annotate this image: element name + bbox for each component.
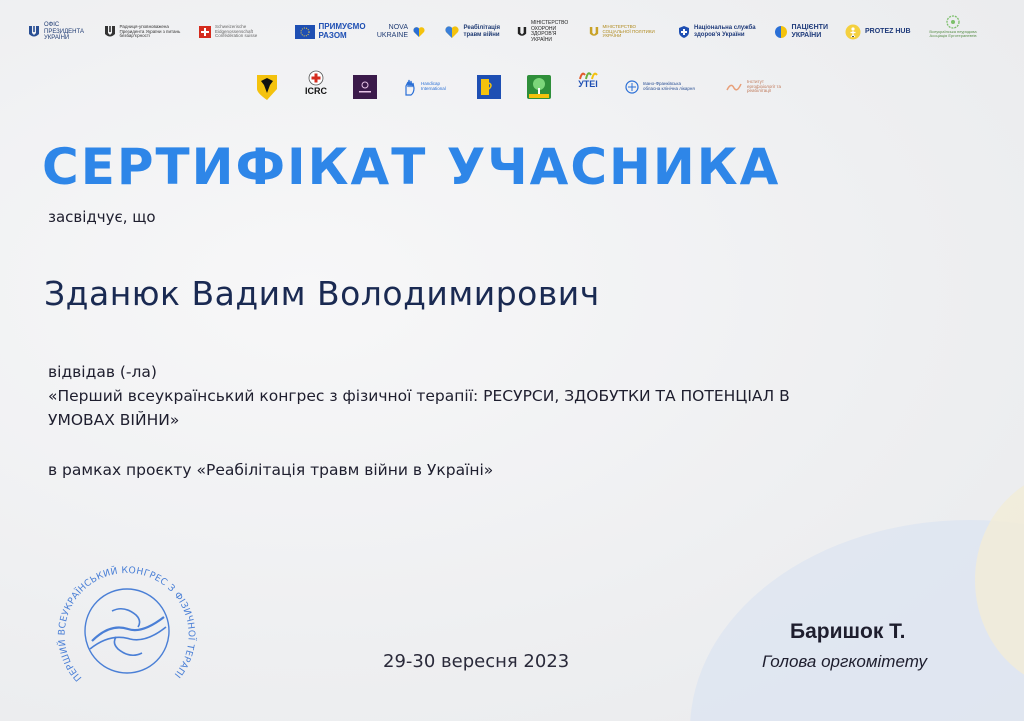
event-date: 29-30 вересня 2023 xyxy=(383,651,570,672)
shield-icon xyxy=(678,25,690,39)
partner-logo: Національна служба здоров'я України xyxy=(678,15,756,49)
partner-logo: ОФІС ПРЕЗИДЕНТА УКРАЇНИ xyxy=(28,15,86,49)
project-line: в рамках проєкту «Реабілітація травм війни в Україні» xyxy=(48,461,494,479)
heart-icon xyxy=(444,25,460,39)
recipient-name: Зданюк Вадим Володимирович xyxy=(44,274,600,313)
red-cross-icon xyxy=(308,70,324,86)
partner-logo: МІНІСТЕРСТВО СОЦІАЛЬНОЇ ПОЛІТИКИ УКРАЇНИ xyxy=(589,15,661,49)
swirl-logo-icon xyxy=(725,80,743,94)
svg-text:ПЕРШИЙ ВСЕУКРАЇНСЬКИЙ КОНГРЕС xyxy=(52,553,197,683)
square-logo-icon xyxy=(353,75,377,99)
partner-logo: УТЕІ xyxy=(577,70,599,104)
circle-icon xyxy=(774,25,788,39)
partner-logo xyxy=(527,70,551,104)
eu-flag-icon xyxy=(295,25,315,39)
partner-logo: Handicap International xyxy=(403,70,451,104)
partner-logo: NOVA UKRAINE xyxy=(374,15,426,49)
partner-logo: Schweizerische Eidgenossenschaft Confédération suisse xyxy=(199,15,277,49)
heart-icon xyxy=(412,25,426,39)
event-name: «Перший всеукраїнський конгрес з фізичної терапії: РЕСУРСИ, ЗДОБУТКИ ТА ПОТЕНЦІАЛ В УМОВАХ ВІЙНИ» xyxy=(48,387,790,429)
partner-logo: ICRC xyxy=(305,70,327,104)
partner-logo xyxy=(353,70,377,104)
signer-role: Голова оргкомітету xyxy=(762,652,928,671)
certificate-title: СЕРТИФІКАТ УЧАСНИКА xyxy=(42,138,781,196)
leaf-icon xyxy=(945,15,961,29)
face-logo-icon xyxy=(477,75,501,99)
partner-logo: МІНІСТЕРСТВО ОХОРОНИ ЗДОРОВ'Я УКРАЇНИ xyxy=(517,15,571,49)
partner-logo xyxy=(255,70,279,104)
partner-logo: Реабілітація травм війни xyxy=(444,15,500,49)
certificate-subtitle: засвідчує, що xyxy=(48,208,156,226)
circle-logo-icon xyxy=(625,80,639,94)
person-icon xyxy=(845,24,861,40)
eagle-crest-icon xyxy=(255,73,279,101)
emblem-ring-text: ПЕРШИЙ ВСЕУКРАЇНСЬКИЙ КОНГРЕС З ФІЗИЧНОЇ ТЕРАПІ xyxy=(56,564,197,684)
trident-icon xyxy=(517,24,527,40)
partner-logo: Інститут ергофізіології та реабілітації xyxy=(725,70,787,104)
trident-icon xyxy=(589,24,599,40)
partner-logo: ПАЦІЄНТИ УКРАЇНИ xyxy=(774,15,828,49)
congress-emblem xyxy=(52,553,202,703)
hand-icon xyxy=(403,78,417,96)
trident-icon xyxy=(28,24,40,40)
joined-hands-icon xyxy=(85,589,169,673)
partner-logo: Івано-Франківська обласна клінічна лікарня xyxy=(625,70,699,104)
attended-label: відвідав (-ла) xyxy=(48,363,157,381)
trident-icon xyxy=(104,24,116,40)
partner-logos-row-1 xyxy=(28,15,978,49)
partner-logo: PROTEZ HUB xyxy=(845,15,911,49)
partner-logo: ПРИМУЄМО РАЗОМ xyxy=(295,15,357,49)
partner-logo xyxy=(477,70,501,104)
tree-logo-icon xyxy=(527,75,551,99)
partner-logos-row-2 xyxy=(255,70,787,104)
partner-logo: Всеукраїнська неурядова Асоціація Ерготерапевтів xyxy=(928,15,978,49)
partner-logo: Радниця-уповноважена Президента України з питань безбар'єрності xyxy=(104,15,182,49)
swiss-cross-icon xyxy=(199,26,211,38)
signer-name: Баришок Т. xyxy=(790,620,906,643)
